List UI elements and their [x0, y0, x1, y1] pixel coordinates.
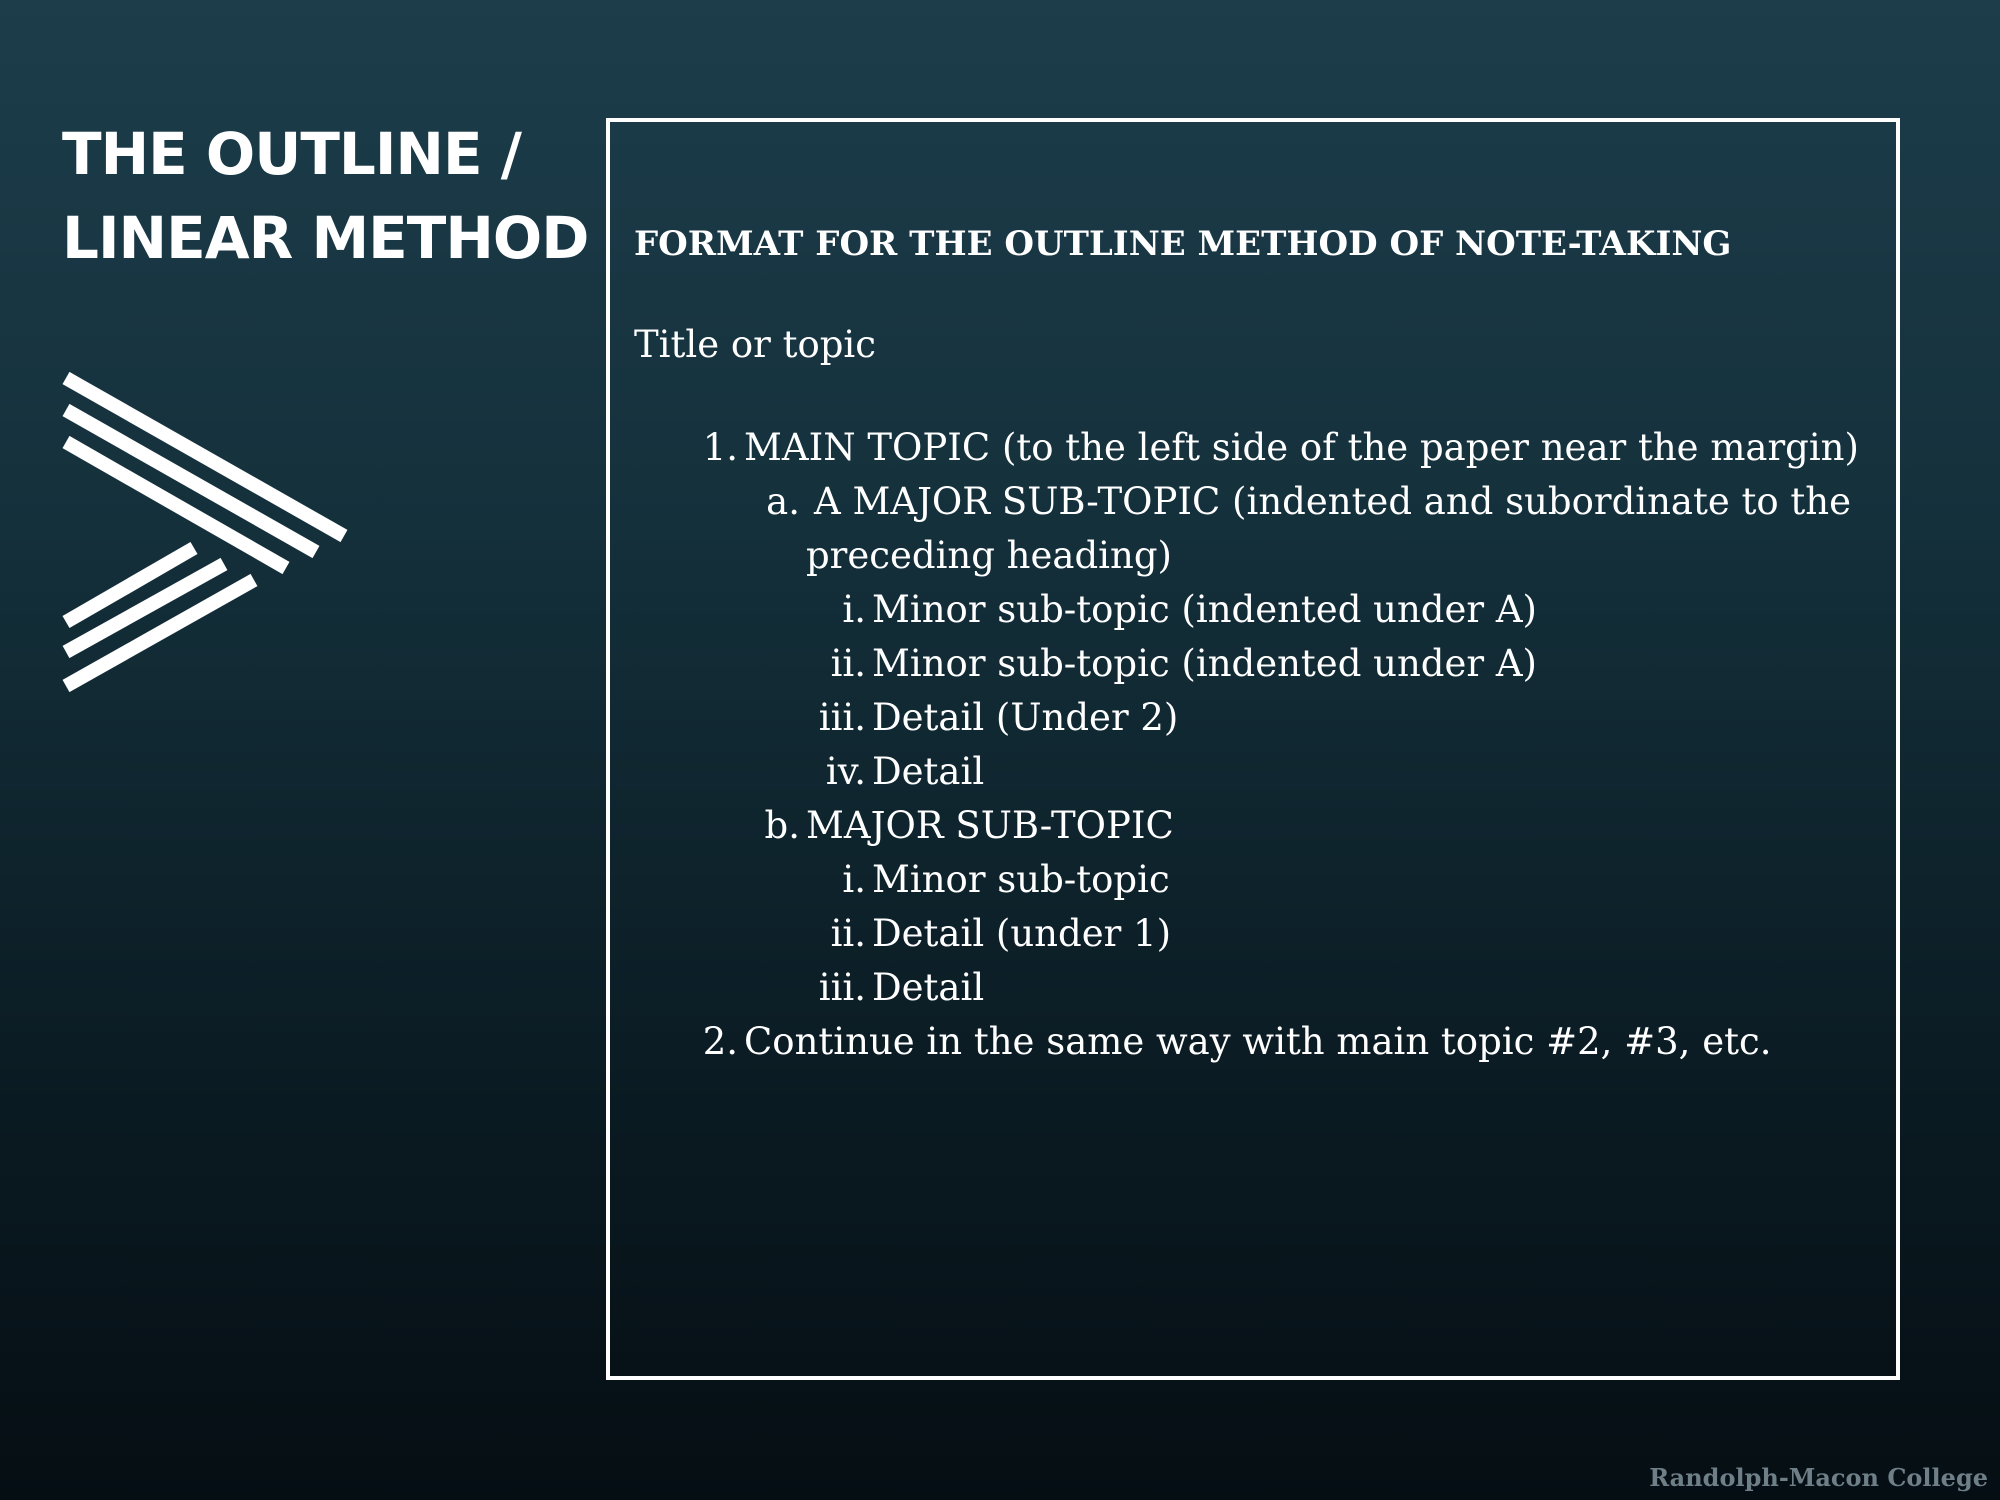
outline-marker: iii. [818, 966, 866, 1009]
outline-text: A MAJOR SUB-TOPIC (indented and subordinate to the [814, 480, 1852, 523]
outline-text: MAIN TOPIC (to the left side of the paper near the margin) [744, 426, 1859, 469]
slide-title-line-1: THE OUTLINE / [62, 120, 521, 188]
slide-title-line-2: LINEAR METHOD [62, 204, 589, 272]
outline-item-detail-b-iii [786, 961, 984, 1015]
chevron-stripes-icon [62, 368, 362, 708]
outline-item-sub-a-continued [806, 529, 1172, 583]
outline-text: MAJOR SUB-TOPIC [806, 804, 1174, 847]
outline-item-detail-b-ii [786, 907, 1171, 961]
outline-item-detail-iii [786, 691, 1178, 745]
outline-marker: i. [842, 858, 866, 901]
outline-item-detail-iv [786, 745, 984, 799]
outline-text: Minor sub-topic (indented under A) [872, 588, 1537, 631]
outline-text: Detail [872, 966, 985, 1009]
outline-marker: 1. [702, 426, 738, 469]
outline-item-minor-i [786, 583, 1537, 637]
slide-title [62, 112, 602, 280]
outline-item-minor-b-i [786, 853, 1170, 907]
outline-item-main-1 [700, 421, 1859, 475]
box-heading: FORMAT FOR THE OUTLINE METHOD OF NOTE-TAKING [634, 224, 1732, 264]
outline-marker: iii. [818, 696, 866, 739]
outline-marker: 2. [702, 1020, 738, 1063]
outline-marker: ii. [830, 642, 866, 685]
outline-text: Detail (under 1) [872, 912, 1172, 955]
outline-text: Continue in the same way with main topic #2, #3, etc. [744, 1020, 1772, 1063]
outline-marker: i. [842, 588, 866, 631]
outline-text: Minor sub-topic (indented under A) [872, 642, 1537, 685]
outline-item-sub-a [760, 475, 1851, 529]
outline-marker: ii. [830, 912, 866, 955]
outline-marker: iv. [825, 750, 866, 793]
outline-text: Detail (Under 2) [872, 696, 1179, 739]
outline-marker: b. [764, 804, 800, 847]
outline-text: Detail [872, 750, 985, 793]
footer-credit: Randolph-Macon College [1649, 1463, 1988, 1492]
outline-item-main-2 [700, 1015, 1771, 1069]
outline-marker: a. [766, 480, 800, 523]
outline-text: Minor sub-topic [872, 858, 1170, 901]
outline-item-sub-b [760, 799, 1174, 853]
outline-title-label: Title or topic [634, 323, 876, 366]
outline-text: preceding heading) [806, 534, 1172, 577]
outline-item-minor-ii [786, 637, 1537, 691]
